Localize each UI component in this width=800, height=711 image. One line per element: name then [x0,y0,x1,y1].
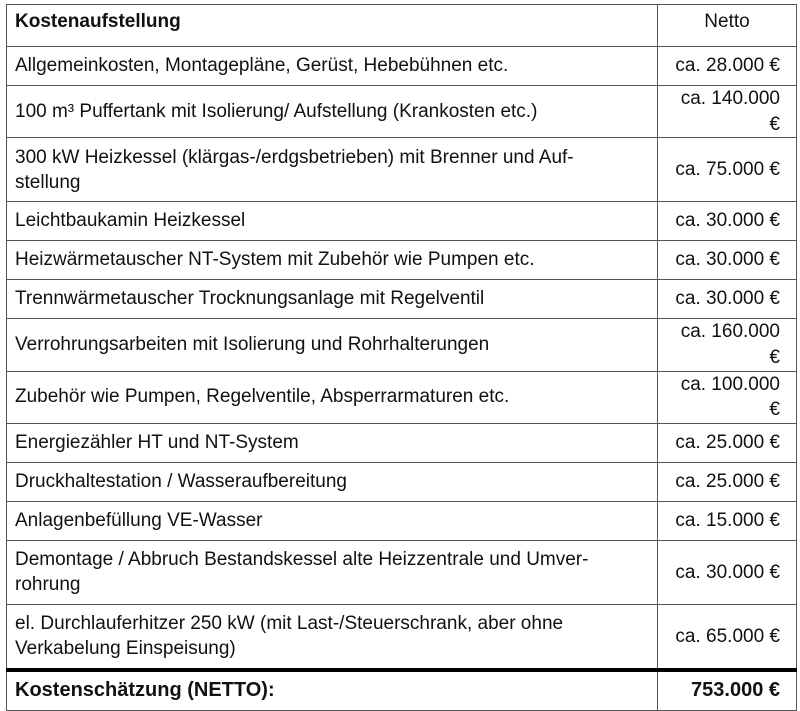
table-row [7,423,797,462]
row-description-line-2: Verkabelung Einspeisung) [15,638,236,660]
table-row [7,138,797,202]
row-description: Energiezähler HT und NT-System [7,423,658,462]
row-description: Allgemeinkosten, Montagepläne, Gerüst, Hebebühnen etc. [7,47,658,86]
row-description: Verrohrungsarbeiten mit Isolierung und Rohrhalterungen [7,319,658,371]
row-description [7,604,658,670]
table-row [7,86,797,138]
row-amount: ca. 100.000 € [658,371,797,423]
row-description: Heizwärmetauscher NT-System mit Zubehör wie Pumpen etc. [7,241,658,280]
row-amount: ca. 30.000 € [658,241,797,280]
row-amount: ca. 15.000 € [658,501,797,540]
row-description: Trennwärmetauscher Trocknungsanlage mit Regelventil [7,280,658,319]
row-amount: ca. 30.000 € [658,540,797,604]
header-description: Kostenaufstellung [7,5,658,47]
row-amount: ca. 30.000 € [658,280,797,319]
table-row [7,501,797,540]
row-amount: ca. 25.000 € [658,423,797,462]
table-row [7,319,797,371]
table-row [7,280,797,319]
row-description: Leichtbaukamin Heizkessel [7,202,658,241]
table-row [7,604,797,670]
row-amount: ca. 30.000 € [658,202,797,241]
row-description: 100 m³ Puffertank mit Isolierung/ Aufstellung (Krankosten etc.) [7,86,658,138]
table-row [7,462,797,501]
row-description-line-1: Demontage / Abbruch Bestandskessel alte Heizzentrale und Umver- [15,549,589,571]
row-amount: ca. 65.000 € [658,604,797,670]
total-row [7,670,797,711]
row-description: Druckhaltestation / Wasseraufbereitung [7,462,658,501]
table-row [7,47,797,86]
total-amount: 753.000 € [658,670,797,711]
cost-table [6,4,797,711]
table-header-row [7,5,797,47]
table-row [7,371,797,423]
row-description: Anlagenbefüllung VE-Wasser [7,501,658,540]
table-row [7,241,797,280]
total-label: Kostenschätzung (NETTO): [7,670,658,711]
row-description: Zubehör wie Pumpen, Regelventile, Absperrarmaturen etc. [7,371,658,423]
row-amount: ca. 160.000 € [658,319,797,371]
row-description-line-2: stellung [15,171,81,193]
row-description [7,540,658,604]
row-amount: ca. 28.000 € [658,47,797,86]
row-amount: ca. 75.000 € [658,138,797,202]
table-row [7,540,797,604]
row-description-line-1: el. Durchlauferhitzer 250 kW (mit Last-/Steuerschrank, aber ohne [15,613,564,635]
row-description [7,138,658,202]
table-row [7,202,797,241]
row-description-line-1: 300 kW Heizkessel (klärgas-/erdgsbetrieben) mit Brenner und Auf- [15,146,574,168]
row-amount: ca. 140.000 € [658,86,797,138]
row-description-line-2: rohrung [15,574,81,596]
header-amount: Netto [658,5,797,47]
row-amount: ca. 25.000 € [658,462,797,501]
